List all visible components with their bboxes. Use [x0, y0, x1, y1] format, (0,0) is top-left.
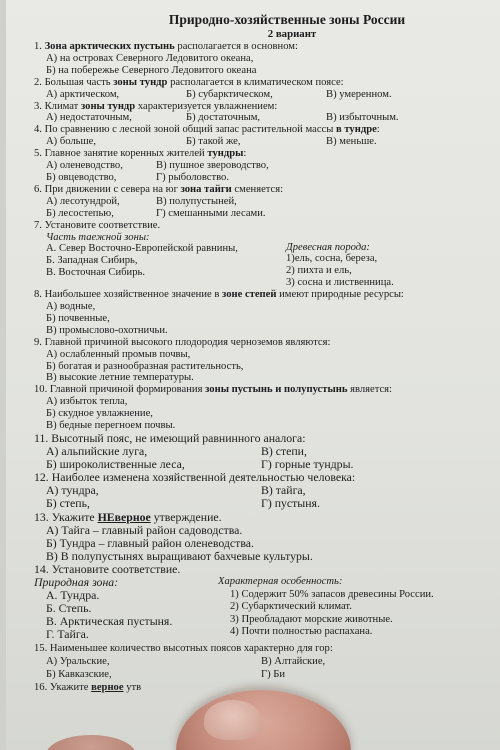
question-16: 16. Укажите верное утв [34, 681, 142, 693]
q4-option-b: Б) такой же, [186, 136, 241, 148]
q14-right-heading: Характерная особенность: [218, 576, 343, 588]
q2-option-c: В) умеренном. [326, 88, 392, 100]
q10-option-a: А) избыток тепла, [46, 396, 128, 408]
q14-left-item-b: Б. Степь. [46, 601, 92, 616]
q4-options [46, 136, 490, 148]
q14-left-item-c: В. Арктическая пустыня. [46, 614, 173, 629]
q7-matching-table [34, 232, 490, 290]
q3-option-b: Б) достаточным, [186, 112, 261, 124]
q2-option-a: А) арктическом, [46, 88, 120, 100]
q14-left-item-a: А. Тундра. [46, 588, 100, 603]
q3-options [46, 112, 490, 124]
q13-option-c: В) В полупустынях выращивают бахчевые культуры. [46, 548, 313, 563]
q8-option-c: В) промыслово-охотничьи. [46, 324, 168, 336]
q11-option-a: А) альпийские луга, [46, 444, 148, 459]
q1-option-b: Б) на побережье Северного Ледовитого океана [46, 64, 257, 76]
q9-option-c: В) высокие летние температуры. [46, 372, 194, 384]
q14-left-item-d: Г. Тайга. [46, 627, 89, 642]
q6-option-b: В) полупустыней, [156, 195, 237, 207]
q10-option-b: Б) скудное увлажнение, [46, 408, 153, 420]
q7-right-heading: Древесная порода: [286, 241, 370, 253]
fingertip-photo-occlusion [176, 690, 351, 750]
question-10: 10. Главной причиной формирования зоны пустынь и полупустынь является: [34, 384, 392, 396]
q2-options [46, 89, 490, 101]
page-title: Природно-хозяйственные зоны России [168, 12, 406, 27]
q12-option-d: Г) пустыня. [261, 496, 320, 511]
q15-option-a: А) Уральские, [46, 655, 110, 667]
worksheet-content [34, 12, 490, 694]
question-9: 9. Главной причиной высокого плодородия черноземов являются: [34, 336, 331, 348]
q7-left-item-a: А. Север Восточно-Европейской равнины, [46, 243, 238, 255]
variant-label: 2 вариант [267, 28, 317, 40]
q7-right-item-1: 1)ель, сосна, береза, [286, 253, 378, 265]
question-1: 1. Зона арктических пустынь располагается в основном: [34, 41, 298, 52]
q7-right-column [286, 232, 476, 290]
q15-option-b: В) Алтайские, [261, 655, 326, 667]
q9-option-b: Б) богатая и разнообразная растительность, [46, 360, 244, 372]
question-6: 6. При движении с севера на юг зона тайги сменяется: [34, 183, 284, 195]
q11-option-c: Б) широколиственные леса, [46, 457, 185, 472]
question-3: 3. Климат зоны тундр характеризуется увлажнением: [34, 100, 278, 112]
q14-matching-table [34, 576, 490, 641]
q4-option-c: В) меньше. [326, 136, 377, 148]
q8-option-a: А) водные, [46, 301, 96, 313]
question-7: 7. Установите соответствие. [34, 219, 161, 231]
q6-option-c: Б) лесостепью, [46, 207, 114, 219]
q5-option-a: А) оленеводство, [46, 160, 123, 172]
q15-options-row2 [46, 668, 490, 681]
q6-options-row1 [46, 196, 490, 208]
q2-option-b: Б) субарктическом, [186, 88, 273, 100]
q14-right-item-1: 1) Содержит 50% запасов древесины России. [230, 588, 434, 600]
question-5: 5. Главное занятие коренных жителей тундры: [34, 148, 247, 160]
q15-options-row1 [46, 655, 490, 668]
worksheet-page [6, 0, 500, 750]
question-15: 15. Наименьшее количество высотных поясов характерно для гор: [34, 642, 333, 654]
q5-option-b: В) пушное звероводство, [156, 160, 269, 172]
question-13: 13. Укажите НЕверное утверждение. [34, 509, 222, 524]
q14-left-heading: Природная зона: [34, 575, 119, 590]
q5-options-row1 [46, 160, 490, 172]
q10-option-c: В) бедные перегноем почвы. [46, 420, 176, 432]
q14-right-item-4: 4) Почти полностью распахана. [230, 626, 373, 638]
q7-right-item-2: 2) пихта и ель, [286, 265, 352, 277]
fingernail [204, 700, 262, 740]
q8-option-b: Б) почвенные, [46, 312, 110, 324]
q7-left-item-c: В. Восточная Сибирь. [46, 267, 145, 279]
question-2: 2. Большая часть зоны тундр располагается в климатическом поясе: [34, 76, 344, 88]
q12-option-c: Б) степь, [46, 496, 90, 511]
q12-option-a: А) тундра, [46, 483, 99, 498]
question-12: 12. Наиболее изменена хозяйственной деятельностью человека: [34, 470, 356, 485]
q9-option-a: А) ослабленный промыв почвы, [46, 348, 191, 360]
question-4: 4. По сравнению с лесной зоной общий запас растительной массы в тундре: [34, 124, 380, 136]
q6-options-row2 [46, 208, 490, 220]
question-11: 11. Высотный пояс, не имеющий равнинного аналога: [34, 431, 306, 445]
q15-option-d: Г) Би [261, 668, 286, 680]
q14-right-item-2: 2) Субарктический климат. [230, 601, 352, 613]
question-14: 14. Установите соответствие. [34, 561, 181, 576]
q1-option-a: А) на островах Северного Ледовитого океана, [46, 52, 254, 64]
q14-right-item-3: 3) Преобладают морские животные. [230, 613, 393, 625]
q11-option-d: Г) горные тундры. [261, 457, 354, 472]
q6-option-d: Г) смешанными лесами. [156, 207, 266, 219]
q14-right-column [212, 576, 482, 641]
lower-section [34, 432, 490, 694]
q3-option-c: В) избыточным. [326, 112, 399, 124]
q5-options-row2 [46, 172, 490, 184]
q13-option-b: Б) Тундра – главный район оленеводства. [46, 535, 254, 550]
q12-option-b: В) тайга, [261, 483, 306, 498]
q7-right-item-3: 3) сосна и лиственница. [286, 277, 394, 289]
q5-option-d: Г) рыболовство. [156, 171, 229, 183]
q4-option-a: А) больше, [46, 136, 96, 148]
q15-option-c: Б) Кавказские, [46, 668, 112, 680]
q7-left-item-b: Б. Западная Сибирь, [46, 255, 138, 267]
q5-option-c: Б) овцеводство, [46, 171, 117, 183]
q7-left-heading: Часть таежной зоны: [46, 231, 150, 243]
question-8: 8. Наибольшее хозяйственное значение в зоне степей имеют природные ресурсы: [34, 289, 404, 301]
q3-option-a: А) недостаточным, [46, 112, 132, 124]
q11-option-b: В) степи, [261, 444, 307, 459]
q14-left-column [34, 576, 212, 641]
q7-left-column [46, 232, 286, 290]
thumb-shadow [46, 735, 136, 750]
q13-option-a: А) Тайга – главный район садоводства. [46, 522, 243, 537]
q6-option-a: А) лесотундрой, [46, 195, 120, 207]
